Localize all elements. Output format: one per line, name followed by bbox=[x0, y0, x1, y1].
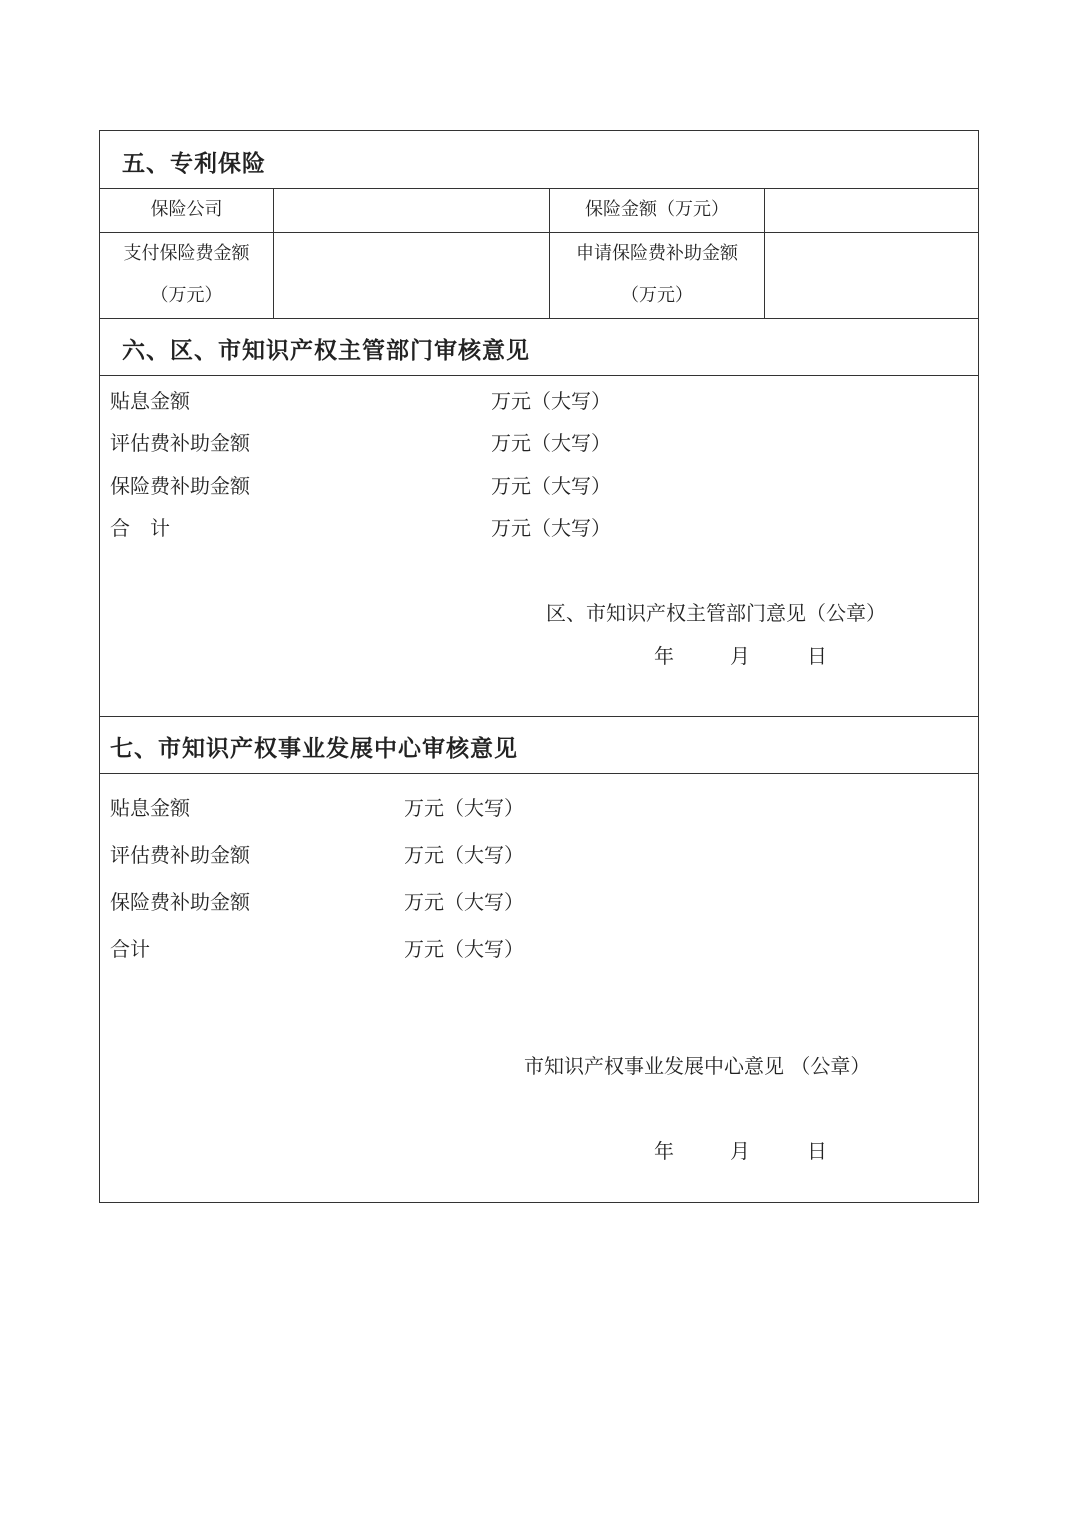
section7-date-month: 月 bbox=[730, 1139, 750, 1163]
section6-title: 六、区、市知识产权主管部门审核意见 bbox=[122, 337, 530, 364]
premium-subsidy-label-line1: 申请保险费补助金额 bbox=[576, 243, 738, 264]
section6-date-year: 年 bbox=[654, 644, 674, 668]
premium-paid-field[interactable] bbox=[274, 233, 549, 318]
section7-title: 七、市知识产权事业发展中心审核意见 bbox=[110, 735, 518, 762]
section6-row-unit: 万元（大写） bbox=[491, 516, 611, 540]
section5-title: 五、专利保险 bbox=[122, 150, 266, 177]
divider bbox=[100, 773, 978, 774]
application-form-table bbox=[99, 130, 979, 1203]
section7-row-label: 贴息金额 bbox=[110, 796, 190, 820]
section7-date-year: 年 bbox=[654, 1139, 674, 1163]
insurance-company-field[interactable] bbox=[274, 189, 549, 232]
section6-date-month: 月 bbox=[730, 644, 750, 668]
premium-subsidy-field[interactable] bbox=[765, 233, 978, 318]
section7-date-day: 日 bbox=[807, 1139, 827, 1163]
section6-row-label: 合 计 bbox=[110, 516, 170, 540]
section7-row-label: 保险费补助金额 bbox=[110, 890, 250, 914]
section7-row-label: 合计 bbox=[110, 937, 150, 961]
section7-row-unit: 万元（大写） bbox=[404, 843, 524, 867]
section6-row-unit: 万元（大写） bbox=[491, 389, 611, 413]
insurance-amount-field[interactable] bbox=[765, 189, 978, 232]
premium-subsidy-label-line2: （万元） bbox=[621, 285, 693, 306]
divider bbox=[100, 716, 978, 717]
divider bbox=[100, 375, 978, 376]
section6-signature: 区、市知识产权主管部门意见（公章） bbox=[546, 601, 886, 625]
section6-date-day: 日 bbox=[807, 644, 827, 668]
premium-paid-label-line2: （万元） bbox=[150, 285, 223, 306]
section6-row-label: 保险费补助金额 bbox=[110, 474, 250, 498]
section7-row-unit: 万元（大写） bbox=[404, 796, 524, 820]
section7-signature: 市知识产权事业发展中心意见 （公章） bbox=[524, 1054, 871, 1078]
premium-paid-label-line1: 支付保险费金额 bbox=[123, 243, 250, 264]
insurance-company-label: 保险公司 bbox=[150, 199, 223, 220]
section6-row-label: 评估费补助金额 bbox=[110, 431, 250, 455]
section7-row-unit: 万元（大写） bbox=[404, 890, 524, 914]
section6-row-label: 贴息金额 bbox=[110, 389, 190, 413]
section6-row-unit: 万元（大写） bbox=[491, 474, 611, 498]
insurance-amount-label: 保险金额（万元） bbox=[585, 199, 729, 220]
section7-row-label: 评估费补助金额 bbox=[110, 843, 250, 867]
section7-row-unit: 万元（大写） bbox=[404, 937, 524, 961]
section6-row-unit: 万元（大写） bbox=[491, 431, 611, 455]
divider bbox=[100, 318, 978, 319]
